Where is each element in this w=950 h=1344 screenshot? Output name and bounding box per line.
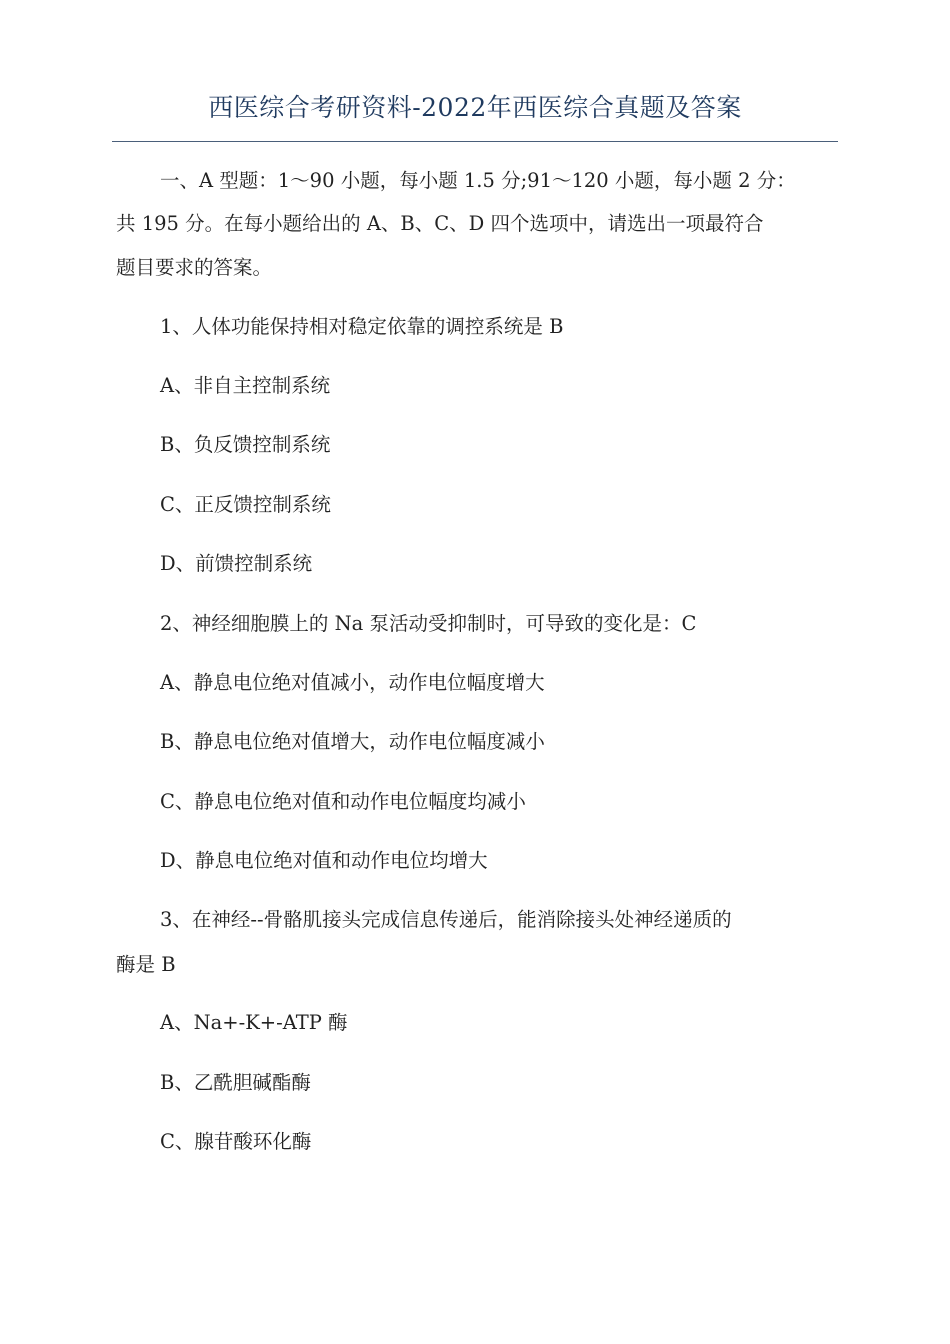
question-option: B、静息电位绝对值增大，动作电位幅度减小: [160, 730, 545, 753]
document-title: 西医综合考研资料-2022年西医综合真题及答案: [208, 93, 742, 122]
question-option: D、前馈控制系统: [160, 552, 313, 575]
question-option: B、乙酰胆碱酯酶: [160, 1071, 311, 1094]
question-stem-continued: 酶是 B: [116, 953, 176, 976]
question-option: C、正反馈控制系统: [160, 493, 331, 516]
question-stem: 3、在神经--骨骼肌接头完成信息传递后，能消除接头处神经递质的: [160, 908, 732, 931]
question-option: C、腺苷酸环化酶: [160, 1130, 312, 1153]
question-option: D、静息电位绝对值和动作电位均增大: [160, 849, 488, 872]
question-option: A、静息电位绝对值减小，动作电位幅度增大: [160, 671, 545, 694]
intro-line: 一、A 型题：1～90 小题，每小题 1.5 分;91～120 小题，每小题 2 分：: [160, 169, 796, 192]
question-option: A、非自主控制系统: [160, 374, 331, 397]
intro-line: 共 195 分。在每小题给出的 A、B、C、D 四个选项中，请选出一项最符合: [116, 212, 764, 235]
question-stem: 1、人体功能保持相对稳定依靠的调控系统是 B: [160, 315, 564, 338]
question-stem: 2、神经细胞膜上的 Na 泵活动受抑制时，可导致的变化是：C: [160, 612, 697, 635]
question-option: A、Na+-K+-ATP 酶: [160, 1011, 348, 1034]
intro-line: 题目要求的答案。: [116, 256, 273, 279]
title-divider: [112, 141, 838, 142]
question-option: B、负反馈控制系统: [160, 433, 331, 456]
question-option: C、静息电位绝对值和动作电位幅度均减小: [160, 790, 526, 813]
